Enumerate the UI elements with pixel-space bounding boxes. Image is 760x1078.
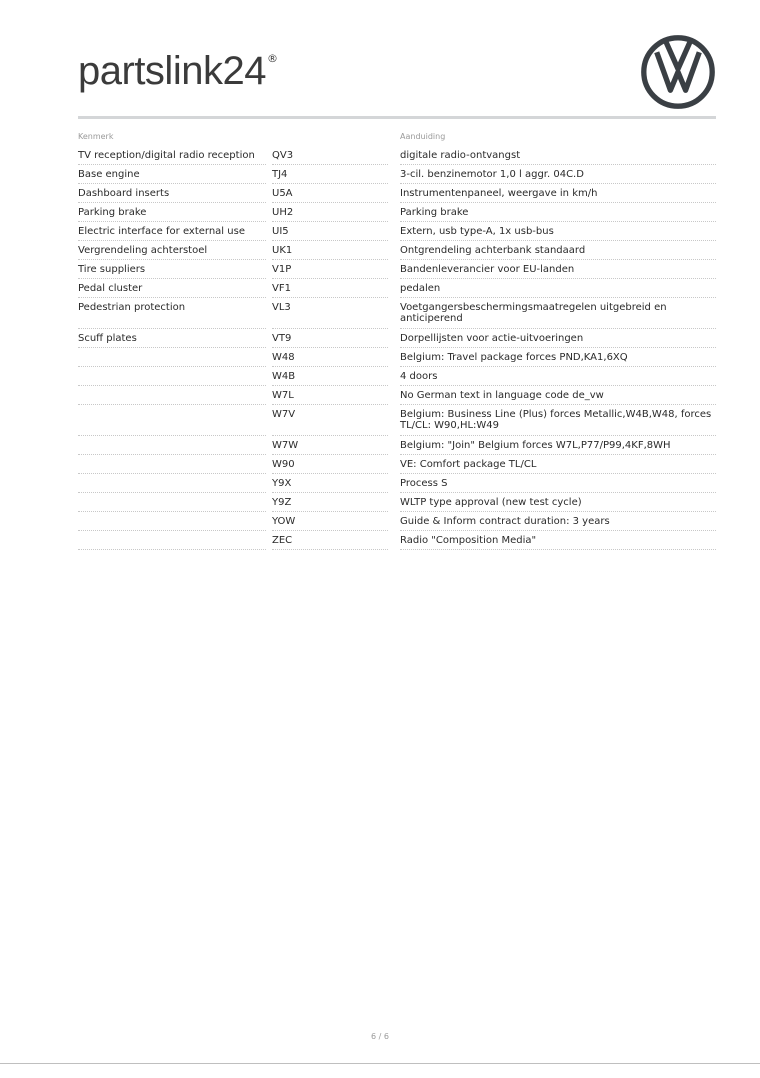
table-row xyxy=(78,474,716,493)
registered-mark: ® xyxy=(266,52,278,65)
description-cell: Ontgrendeling achterbank standaard xyxy=(400,245,586,256)
table-row xyxy=(78,436,716,455)
code-cell: W48 xyxy=(272,352,295,363)
column-header-kenmerk: Kenmerk xyxy=(78,132,114,141)
code-cell: Y9X xyxy=(272,478,292,489)
table-row xyxy=(78,531,716,550)
code-cell: W90 xyxy=(272,459,295,470)
description-cell: VE: Comfort package TL/CL xyxy=(400,459,537,470)
description-cell: Instrumentenpaneel, weergave in km/h xyxy=(400,188,598,199)
description-cell: pedalen xyxy=(400,283,441,294)
description-cell: WLTP type approval (new test cycle) xyxy=(400,497,582,508)
header-divider xyxy=(78,116,716,119)
brand-name: partslink24 xyxy=(78,49,266,93)
feature-cell: Tire suppliers xyxy=(78,264,146,275)
feature-cell: Scuff plates xyxy=(78,333,137,344)
feature-cell: Parking brake xyxy=(78,207,147,218)
code-cell: UI5 xyxy=(272,226,289,237)
table-row xyxy=(78,455,716,474)
code-cell: VT9 xyxy=(272,333,292,344)
description-cell: Voetgangersbeschermingsmaatregelen uitgebreid en anticiperend xyxy=(400,302,667,324)
table-row xyxy=(78,329,716,348)
equipment-table xyxy=(78,128,716,550)
description-cell: Dorpellijsten voor actie-uitvoeringen xyxy=(400,333,584,344)
table-row xyxy=(78,165,716,184)
feature-cell: Base engine xyxy=(78,169,140,180)
row-divider xyxy=(272,548,388,550)
description-cell: Process S xyxy=(400,478,448,489)
feature-cell: Vergrendeling achterstoel xyxy=(78,245,208,256)
table-header xyxy=(78,128,716,146)
description-cell: 4 doors xyxy=(400,371,438,382)
description-cell: digitale radio-ontvangst xyxy=(400,150,521,161)
code-cell: W7V xyxy=(272,409,296,420)
table-row xyxy=(78,348,716,367)
table-row xyxy=(78,386,716,405)
table-row xyxy=(78,367,716,386)
code-cell: V1P xyxy=(272,264,292,275)
code-cell: ZEC xyxy=(272,535,293,546)
description-cell: Guide & Inform contract duration: 3 years xyxy=(400,516,610,527)
code-cell: UH2 xyxy=(272,207,294,218)
row-divider xyxy=(78,548,266,550)
table-body xyxy=(78,146,716,550)
description-cell: Belgium: "Join" Belgium forces W7L,P77/P99,4KF,8WH xyxy=(400,440,671,451)
table-row xyxy=(78,512,716,531)
code-cell: QV3 xyxy=(272,150,294,161)
code-cell: W4B xyxy=(272,371,296,382)
feature-cell: Pedal cluster xyxy=(78,283,143,294)
description-cell: No German text in language code de_vw xyxy=(400,390,604,401)
description-cell: Belgium: Travel package forces PND,KA1,6XQ xyxy=(400,352,628,363)
feature-cell: Dashboard inserts xyxy=(78,188,170,199)
table-row xyxy=(78,260,716,279)
description-cell: Extern, usb type-A, 1x usb-bus xyxy=(400,226,554,237)
table-row xyxy=(78,241,716,260)
table-row xyxy=(78,222,716,241)
vw-logo-icon xyxy=(640,34,716,110)
partslink24-logo xyxy=(78,46,278,96)
code-cell: YOW xyxy=(272,516,296,527)
code-cell: UK1 xyxy=(272,245,293,256)
table-row xyxy=(78,405,716,436)
description-cell: Belgium: Business Line (Plus) forces Metallic,W4B,W48, forces TL/CL: W90,HL:W49 xyxy=(400,409,712,431)
description-cell: Radio "Composition Media" xyxy=(400,535,537,546)
table-row xyxy=(78,298,716,329)
code-cell: Y9Z xyxy=(272,497,292,508)
feature-cell: TV reception/digital radio reception xyxy=(78,150,255,161)
code-cell: VL3 xyxy=(272,302,291,313)
footer-divider xyxy=(0,1063,760,1064)
code-cell: U5A xyxy=(272,188,293,199)
description-cell: Parking brake xyxy=(400,207,469,218)
table-row xyxy=(78,279,716,298)
description-cell: Bandenleverancier voor EU-landen xyxy=(400,264,575,275)
code-cell: W7L xyxy=(272,390,294,401)
table-row xyxy=(78,203,716,222)
table-row xyxy=(78,184,716,203)
feature-cell: Pedestrian protection xyxy=(78,302,186,313)
code-cell: VF1 xyxy=(272,283,291,294)
row-divider xyxy=(400,548,716,550)
feature-cell: Electric interface for external use xyxy=(78,226,245,237)
page-number: 6 / 6 xyxy=(371,1032,389,1041)
table-row xyxy=(78,146,716,165)
column-header-aanduiding: Aanduiding xyxy=(400,132,446,141)
table-row xyxy=(78,493,716,512)
description-cell: 3-cil. benzinemotor 1,0 l aggr. 04C.D xyxy=(400,169,584,180)
code-cell: TJ4 xyxy=(272,169,288,180)
code-cell: W7W xyxy=(272,440,299,451)
